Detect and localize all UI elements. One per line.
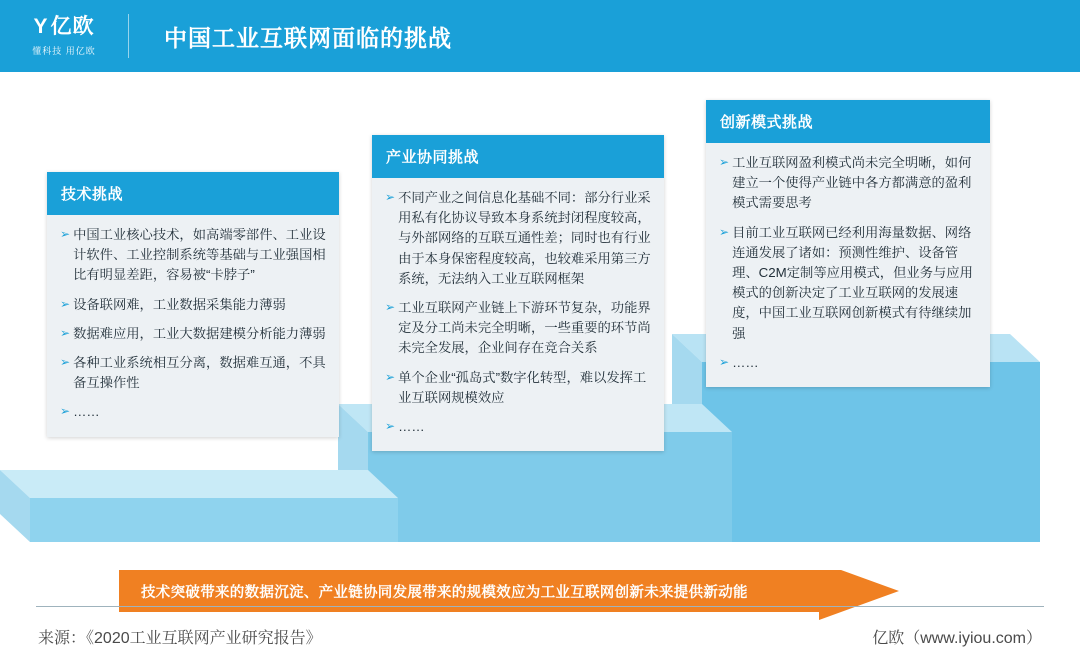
list-item [385, 368, 651, 408]
logo-tagline: 懂科技 用亿欧 [32, 45, 96, 56]
summary-arrow-text: 技术突破带来的数据沉淀、产业链协同发展带来的规模效应为工业互联网创新未来提供新动能 [141, 584, 748, 601]
brand-credit: 亿欧（www.iyiou.com） [872, 629, 1042, 647]
bullet-arrow-icon: ➢ [385, 300, 396, 315]
card-innovation-title: 创新模式挑战 [706, 100, 990, 143]
list-item [60, 402, 326, 422]
bullet-text: 各种工业系统相互分离，数据难互通，不具备互操作性 [73, 355, 326, 391]
list-item [385, 417, 651, 437]
logo [0, 0, 128, 72]
card-tech-body [47, 215, 339, 437]
page-title: 中国工业互联网面临的挑战 [164, 24, 452, 51]
page-header [0, 0, 1080, 72]
list-item [60, 295, 326, 315]
bullet-arrow-icon: ➢ [719, 354, 730, 369]
source-label: 来源： [38, 629, 87, 647]
page-footer [0, 614, 1080, 658]
source-value: 《2020工业互联网产业研究报告》 [86, 629, 322, 647]
bullet-text: 目前工业互联网已经利用海量数据、网络连通发展了诸如：预测性维护、设备管理、C2M定制等应用模式，但业务与应用模式的创新决定了工业互联网的发展速度，中国工业互联网创新模式有待继续加强 [732, 224, 973, 341]
list-item [385, 298, 651, 359]
logo-text: 亿欧 [50, 14, 95, 38]
bullet-text: 中国工业核心技术，如高端零部件、工业设计软件、工业控制系统等基础与工业强国相比有明显差距，容易被“卡脖子” [73, 227, 326, 283]
header-divider [128, 14, 129, 58]
list-item [719, 153, 977, 214]
list-item [60, 225, 326, 286]
logo-glyph-icon: Y [33, 14, 48, 38]
bullet-text: 设备联网难，工业数据采集能力薄弱 [73, 296, 286, 312]
card-industry-title: 产业协同挑战 [372, 135, 664, 178]
bullet-arrow-icon: ➢ [60, 404, 71, 419]
bullet-arrow-icon: ➢ [385, 369, 396, 384]
list-item [719, 223, 977, 344]
bullet-text: 工业互联网产业链上下游环节复杂，功能界定及分工尚未完全明晰，一些重要的环节尚未完全发展，企业间存在竞合关系 [398, 300, 651, 356]
bullet-text: 不同产业之间信息化基础不同：部分行业采用私有化协议导致本身系统封闭程度较高，与外部网络的互联互通性差；同时也有行业由于本身保密程度较高，也较难采用第三方系统，无法纳入工业互联网框架 [398, 190, 651, 286]
bullet-text: 工业互联网盈利模式尚未完全明晰，如何建立一个使得产业链中各方都满意的盈利模式需要思考 [732, 155, 972, 211]
bullet-text: 数据难应用，工业大数据建模分析能力薄弱 [73, 325, 326, 341]
bullet-arrow-icon: ➢ [385, 419, 396, 434]
bullet-arrow-icon: ➢ [60, 296, 71, 311]
bullet-arrow-icon: ➢ [60, 325, 71, 340]
bullet-text: 单个企业“孤岛式”数字化转型，难以发挥工业互联网规模效应 [398, 369, 647, 405]
list-item [385, 188, 651, 289]
card-innovation-model[interactable] [706, 100, 990, 387]
list-item [60, 324, 326, 344]
bullet-arrow-icon: ➢ [719, 224, 730, 239]
source-line [38, 625, 322, 648]
bullet-text: …… [398, 419, 425, 435]
bullet-arrow-icon: ➢ [60, 355, 71, 370]
logo-mark [33, 16, 94, 37]
diagram-stage [0, 72, 1080, 602]
footer-divider [36, 606, 1044, 607]
card-industry-body [372, 178, 664, 451]
card-tech[interactable] [47, 172, 339, 437]
list-item [719, 353, 977, 373]
bullet-arrow-icon: ➢ [385, 190, 396, 204]
bullet-text: …… [732, 354, 759, 370]
bullet-text: …… [73, 404, 100, 420]
bullet-arrow-icon: ➢ [60, 227, 71, 241]
card-industry-collaboration[interactable] [372, 135, 664, 451]
list-item [60, 353, 326, 393]
card-tech-title: 技术挑战 [47, 172, 339, 215]
bullet-arrow-icon: ➢ [719, 155, 730, 169]
card-innovation-body [706, 143, 990, 387]
